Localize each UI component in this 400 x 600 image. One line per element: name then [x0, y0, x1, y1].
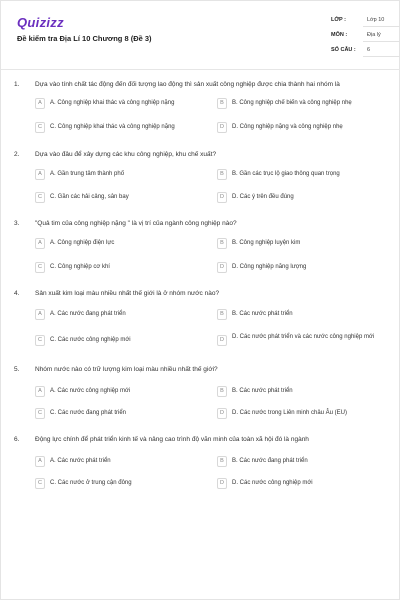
option-text: D. Các nước phát triển và các nước công nghiệp mới — [232, 334, 375, 340]
option-d[interactable] — [217, 408, 387, 420]
meta-count-label: SỐ CÂU : — [331, 47, 356, 53]
meta-class-underline — [363, 26, 400, 27]
option-c[interactable] — [35, 408, 205, 420]
option-text: A. Công nghiệp điện lực — [50, 240, 115, 246]
option-letter-box: A — [35, 456, 45, 467]
option-letter-box: B — [217, 98, 227, 109]
option-text: C. Gần các hải cảng, sân bay — [50, 194, 129, 200]
question-text: Dựa vào đâu để xây dựng các khu công nghiệp, khu chế xuất? — [35, 151, 217, 158]
option-a[interactable] — [35, 386, 205, 398]
option-text: A. Các nước đang phát triển — [50, 311, 126, 317]
question-number: 5. — [14, 366, 20, 373]
option-text: C. Các nước đang phát triển — [50, 410, 126, 416]
option-letter-box: D — [217, 335, 227, 346]
meta-subject-label: MÔN : — [331, 32, 348, 38]
option-text: B. Gần các trục lộ giao thông quan trọng — [232, 171, 340, 177]
option-letter-box: C — [35, 408, 45, 419]
option-b[interactable] — [217, 169, 387, 181]
option-letter-box: A — [35, 386, 45, 397]
option-letter-box: B — [217, 386, 227, 397]
question-number: 6. — [14, 436, 20, 443]
option-text: B. Các nước phát triển — [232, 388, 293, 394]
option-text: D. Các nước trong Liên minh châu Âu (EU) — [232, 410, 347, 416]
header-divider — [1, 69, 400, 70]
worksheet-header — [1, 1, 400, 67]
meta-count-value: 6 — [367, 47, 371, 53]
option-letter-box: B — [217, 309, 227, 320]
option-text: D. Các nước công nghiệp mới — [232, 480, 313, 486]
option-letter-box: C — [35, 335, 45, 346]
option-letter-box: D — [217, 122, 227, 133]
option-text: D. Công nghiệp năng lượng — [232, 264, 307, 270]
option-a[interactable] — [35, 169, 205, 181]
option-text: B. Công nghiệp luyện kim — [232, 240, 301, 246]
option-letter-box: D — [217, 478, 227, 489]
option-b[interactable] — [217, 309, 387, 321]
option-letter-box: B — [217, 456, 227, 467]
question-text: "Quả tim của công nghiệp nặng " là vị trí của ngành công nghiệp nào? — [35, 220, 237, 227]
option-c[interactable] — [35, 192, 205, 204]
option-letter-box: B — [217, 238, 227, 249]
question-text: Nhóm nước nào có trữ lượng kim loại màu nhiều nhất thế giới? — [35, 366, 218, 373]
option-text: C. Các nước công nghiệp mới — [50, 337, 131, 343]
meta-subject-value: Địa lý — [367, 32, 381, 38]
option-text: B. Các nước đang phát triển — [232, 458, 308, 464]
option-letter-box: D — [217, 262, 227, 273]
question-text: Sản xuất kim loại màu nhiều nhất thế giới là ở nhóm nước nào? — [35, 290, 220, 297]
question-text: Dựa vào tính chất tác động đến đối tượng lao động thì sản xuất công nghiệp được chia thành hai nhóm là — [35, 81, 340, 88]
option-text: C. Công nghiệp khai thác và công nghiệp nặng — [50, 124, 175, 130]
question-number: 2. — [14, 151, 20, 158]
option-c[interactable] — [35, 335, 205, 347]
option-a[interactable] — [35, 98, 205, 110]
option-c[interactable] — [35, 478, 205, 490]
option-d[interactable] — [217, 262, 387, 274]
option-a[interactable] — [35, 309, 205, 321]
question-text: Động lực chính để phát triển kinh tế và nâng cao trình độ văn minh của toàn xã hội đó là ngành — [35, 436, 309, 443]
option-text: B. Các nước phát triển — [232, 311, 293, 317]
option-text: D. Các ý trên đều đúng — [232, 194, 294, 200]
option-d[interactable] — [217, 478, 387, 490]
question-number: 4. — [14, 290, 20, 297]
option-text: A. Công nghiệp khai thác và công nghiệp nặng — [50, 100, 175, 106]
option-letter-box: C — [35, 262, 45, 273]
option-letter-box: D — [217, 408, 227, 419]
option-letter-box: A — [35, 169, 45, 180]
option-text: C. Các nước ở trung cận đông — [50, 480, 132, 486]
option-letter-box: B — [217, 169, 227, 180]
option-d[interactable] — [217, 192, 387, 204]
worksheet-title: Đề kiểm tra Địa Lí 10 Chương 8 (Đề 3) — [17, 34, 152, 43]
option-a[interactable] — [35, 456, 205, 468]
option-text: A. Các nước phát triển — [50, 458, 111, 464]
option-text: D. Công nghiệp nặng và công nghiệp nhẹ — [232, 124, 343, 130]
question-number: 1. — [14, 81, 20, 88]
option-b[interactable] — [217, 98, 387, 110]
option-letter-box: A — [35, 309, 45, 320]
option-d[interactable] — [217, 122, 387, 134]
question-number: 3. — [14, 220, 20, 227]
meta-subject-underline — [363, 41, 400, 42]
option-b[interactable] — [217, 456, 387, 468]
option-letter-box: C — [35, 478, 45, 489]
option-a[interactable] — [35, 238, 205, 250]
option-b[interactable] — [217, 238, 387, 250]
option-text: A. Các nước công nghiệp mới — [50, 388, 131, 394]
option-c[interactable] — [35, 262, 205, 274]
meta-count-underline — [363, 56, 400, 57]
option-letter-box: D — [217, 192, 227, 203]
option-letter-box: C — [35, 192, 45, 203]
meta-class-label: LỚP : — [331, 17, 346, 23]
option-b[interactable] — [217, 386, 387, 398]
option-letter-box: C — [35, 122, 45, 133]
option-d[interactable] — [217, 332, 387, 344]
option-text: C. Công nghiệp cơ khí — [50, 264, 110, 270]
option-c[interactable] — [35, 122, 205, 134]
quizizz-logo: Quizizz — [17, 15, 64, 30]
meta-class-value: Lớp 10 — [367, 17, 385, 23]
option-text: A. Gần trung tâm thành phố — [50, 171, 125, 177]
option-letter-box: A — [35, 98, 45, 109]
option-text: B. Công nghiệp chế biến và công nghiệp nhẹ — [232, 100, 352, 106]
option-letter-box: A — [35, 238, 45, 249]
